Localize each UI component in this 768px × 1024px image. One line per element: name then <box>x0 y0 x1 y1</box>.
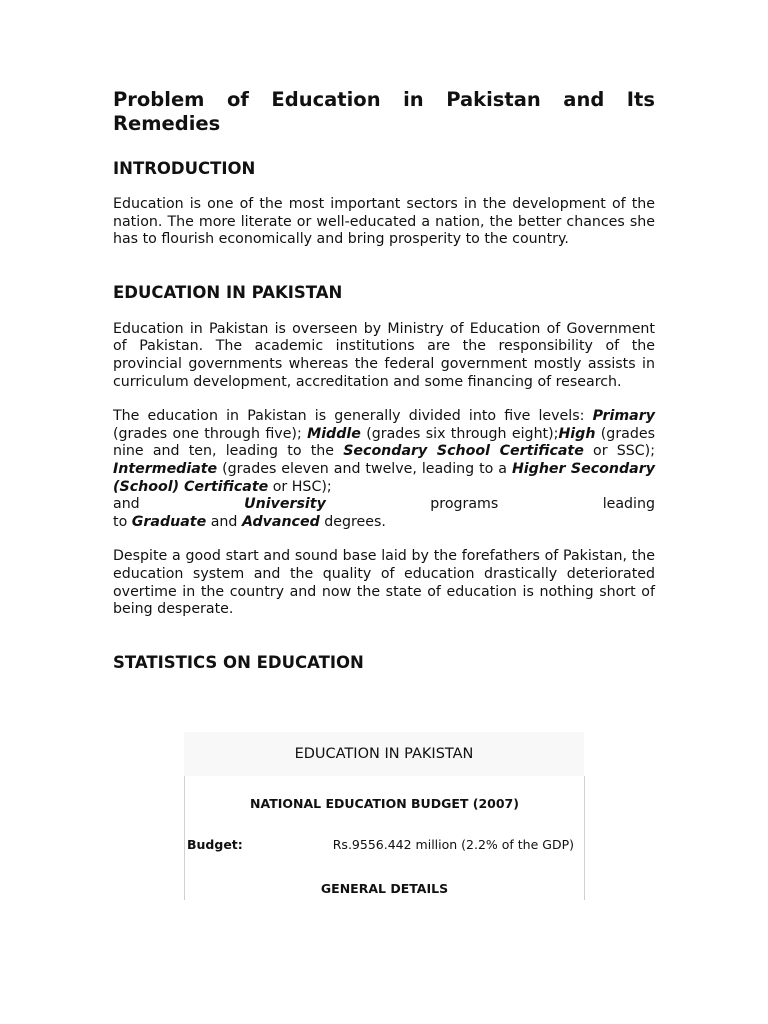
document-title-line2: Remedies <box>113 112 221 135</box>
level-primary: Primary <box>592 408 655 425</box>
level-middle: Middle <box>307 425 361 442</box>
text-run: and <box>206 513 242 530</box>
statistics-table <box>184 732 584 900</box>
text-run: (grades eleven and twelve, leading to a <box>217 460 512 477</box>
budget-value: Rs.9556.442 million (2.2% of the GDP) <box>332 837 574 852</box>
document-title-line1: Problem of Education in Pakistan and Its <box>113 88 655 111</box>
text-run: degrees. <box>319 513 386 530</box>
general-details-heading: GENERAL DETAILS <box>320 881 449 896</box>
education-paragraph-3: Despite a good start and sound base laid by the forefathers of Pakistan, the education system and the quality of education drastically deteriorated overtime in the country and now the state of education is nothing short of being desperate. <box>113 548 655 618</box>
text-run: The education in Pakistan is generally divided into five levels: <box>113 408 593 425</box>
budget-row <box>187 837 574 852</box>
text-run: to <box>113 513 132 530</box>
introduction-heading: INTRODUCTION <box>113 159 256 178</box>
education-in-pakistan-heading: EDUCATION IN PAKISTAN <box>113 282 343 302</box>
text-run: programs leading <box>325 496 655 513</box>
level-university: University <box>244 496 326 513</box>
budget-label: Budget: <box>187 837 243 852</box>
statistics-table-title: EDUCATION IN PAKISTAN <box>184 732 584 776</box>
level-intermediate: Intermediate <box>113 460 218 477</box>
level-advanced: Advanced <box>241 513 320 530</box>
education-paragraph-1: Education in Pakistan is overseen by Ministry of Education of Government of Pakistan. The academic institutions are the responsibility of the provincial governments whereas the federal government mostly assists in curriculum development, accreditation and some financing of research. <box>113 320 655 390</box>
text-run: (grades one through five); <box>113 425 308 442</box>
document-title <box>113 88 655 136</box>
introduction-paragraph: Education is one of the most important sectors in the development of the nation. The more literate or well-educated a nation, the better chances she has to flourish economically and bring prosperity to the country. <box>113 196 655 248</box>
text-run: (grades six through eight); <box>360 425 559 442</box>
budget-section-heading: NATIONAL EDUCATION BUDGET (2007) <box>250 796 519 811</box>
text-run: (grades nine and ten, leading to the <box>113 425 655 460</box>
level-ssc: Secondary School Certificate <box>343 443 584 460</box>
statistics-table-body <box>184 776 585 900</box>
text-run: and <box>113 496 245 513</box>
education-levels-paragraph <box>113 408 655 531</box>
text-run: or SSC); <box>583 443 655 460</box>
text-run: or HSC); <box>268 478 332 495</box>
level-hsc: Higher Secondary (School) Certificate <box>113 460 656 495</box>
university-line <box>113 496 655 514</box>
statistics-heading: STATISTICS ON EDUCATION <box>113 652 364 672</box>
level-high: High <box>558 425 596 442</box>
document-page <box>113 88 655 674</box>
level-graduate: Graduate <box>131 513 207 530</box>
